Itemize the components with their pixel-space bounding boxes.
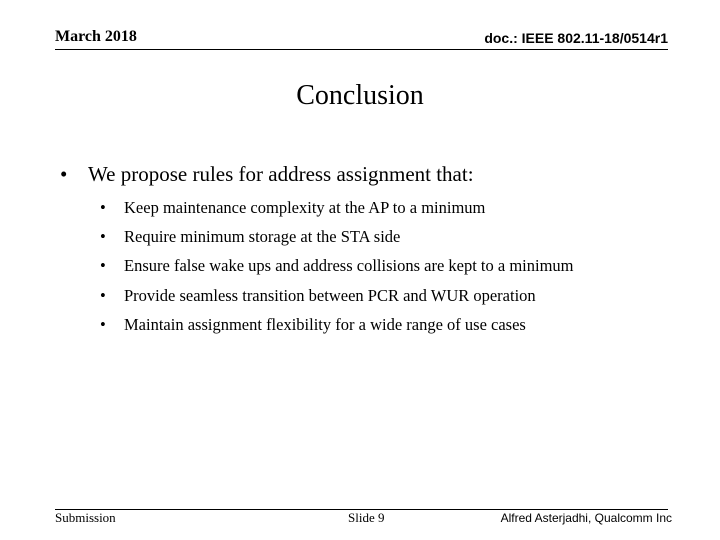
sub-bullet-marker: • [100,285,106,305]
footer-author: Alfred Asterjadhi, Qualcomm Inc [500,511,672,525]
sub-bullet [100,254,574,283]
sub-bullet [100,313,574,342]
sub-bullet-text: Maintain assignment flexibility for a wide range of use cases [124,314,526,334]
sub-bullet [100,196,574,225]
sub-bullet-marker: • [100,198,106,217]
sub-bullet-marker: • [100,256,106,276]
sub-bullet-text: Require minimum storage at the STA side [124,227,401,247]
sub-bullet-text: Keep maintenance complexity at the AP to a minimum [124,198,486,217]
sub-bullet-marker: • [100,314,106,334]
header-doc-id: doc.: IEEE 802.11-18/0514r1 [484,30,668,46]
sub-bullet [100,284,574,313]
main-bullet-marker: • [60,162,68,186]
main-bullet [60,162,474,187]
footer-submission: Submission [55,510,116,525]
footer-slide-number: Slide 9 [348,510,385,525]
header-divider [55,49,668,50]
sub-bullet-marker: • [100,227,106,247]
slide-title: Conclusion [296,80,424,111]
sub-bullet-list [100,196,574,342]
header-date: March 2018 [55,28,137,45]
sub-bullet [100,225,574,254]
sub-bullet-text: Provide seamless transition between PCR and WUR operation [124,285,536,305]
sub-bullet-text: Ensure false wake ups and address collisions are kept to a minimum [124,256,574,276]
main-bullet-text: We propose rules for address assignment that: [88,162,474,186]
